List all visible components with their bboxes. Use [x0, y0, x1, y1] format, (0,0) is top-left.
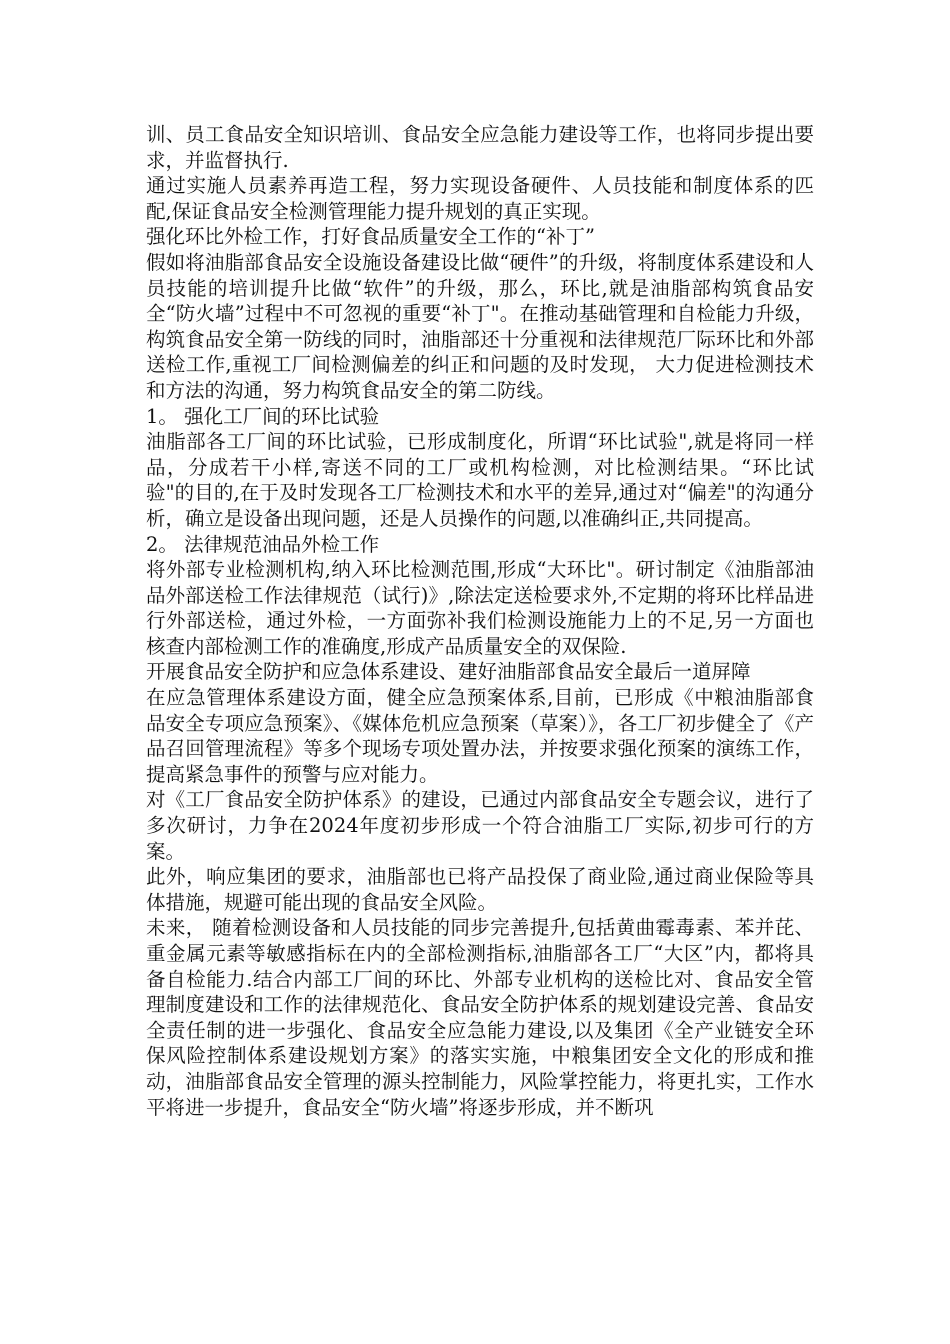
paragraph-inter-factory-tests: 油脂部各工厂间的环比试验，已形成制度化，所谓“环比试验",就是将同一样品，分成若干小样,寄送不同的工厂或机构检测，对比检测结果。“环比试验"的目的,在于及时发现各工厂检测技术和水平的差异,通过对“偏差"的沟通分析，确立是设备出现问题，还是人员操作的问题,以准确纠正,共同提高。 — [146, 430, 814, 530]
heading-external-oil-inspection: 2。 法律规范油品外检工作 — [146, 532, 380, 556]
heading-external-inspection: 强化环比外检工作，打好食品质量安全工作的“补丁” — [146, 225, 595, 249]
heading-emergency-system: 开展食品安全防护和应急体系建设、建好油脂部食品安全最后一道屏障 — [146, 660, 751, 684]
paragraph-future-outlook: 未来， 随着检测设备和人员技能的同步完善提升,包括黄曲霉毒素、苯并芘、重金属元素等敏感指标在内的全部检测指标,油脂部各工厂“大区”内，都将具备自检能力.结合内部工厂间的环比、外部专业机构的送检比对、食品安全管理制度建设和工作的法律规范化、食品安全防护体系的规划建设完善、食品安全责任制的进一步强化、食品安全应急能力建设,以及集团《全产业链安全环保风险控制体系建设规划方案》的落实实施，中粮集团安全文化的形成和推动，油脂部食品安全管理的源头控制能力，风险掌控能力，将更扎实，工作水平将进一步提升，食品安全“防火墙”将逐步形成，并不断巩 — [146, 916, 814, 1119]
document-body — [146, 122, 814, 1120]
paragraph-commercial-insurance: 此外，响应集团的要求，油脂部也已将产品投保了商业险,通过商业保险等具体措施，规避可能出现的食品安全风险。 — [146, 865, 814, 914]
paragraph-personnel-quality: 通过实施人员素养再造工程，努力实现设备硬件、人员技能和制度体系的匹配,保证食品安全检测管理能力提升规划的真正实现。 — [146, 174, 814, 223]
paragraph-external-oil-inspection: 将外部专业检测机构,纳入环比检测范围,形成“大环比"。研讨制定《油脂部油品外部送检工作法律规范（试行)》,除法定送检要求外,不定期的将环比样品进行外部送检，通过外检，一方面弥补我们检测设施能力上的不足,另一方面也核查内部检测工作的准确度,形成产品质量安全的双保险. — [146, 558, 814, 658]
paragraph-emergency-plans: 在应急管理体系建设方面，健全应急预案体系,目前，已形成《中粮油脂部食品安全专项应急预案》、《媒体危机应急预案（草案）》，各工厂初步健全了《产品召回管理流程》等多个现场专项处置办法，并按要求强化预案的演练工作，提高紧急事件的预警与应对能力。 — [146, 686, 814, 786]
heading-inter-factory-tests: 1。 强化工厂间的环比试验 — [146, 404, 380, 428]
paragraph-protection-system: 对《工厂食品安全防护体系》的建设，已通过内部食品安全专题会议，进行了多次研讨，力争在2024年度初步形成一个符合油脂工厂实际,初步可行的方案。 — [146, 788, 814, 863]
paragraph-patch-analogy: 假如将油脂部食品安全设施设备建设比做“硬件”的升级，将制度体系建设和人员技能的培训提升比做“软件”的升级，那么，环比,就是油脂部构筑食品安全“防火墙”过程中不可忽视的重要“补丁"。在推动基础管理和自检能力升级，构筑食品安全第一防线的同时，油脂部还十分重视和法律规范厂际环比和外部送检工作,重视工厂间检测偏差的纠正和问题的及时发现， 大力促进检测技术和方法的沟通，努力构筑食品安全的第二防线。 — [146, 250, 814, 402]
paragraph-training-requirements: 训、员工食品安全知识培训、食品安全应急能力建设等工作，也将同步提出要求，并监督执行. — [146, 123, 814, 172]
